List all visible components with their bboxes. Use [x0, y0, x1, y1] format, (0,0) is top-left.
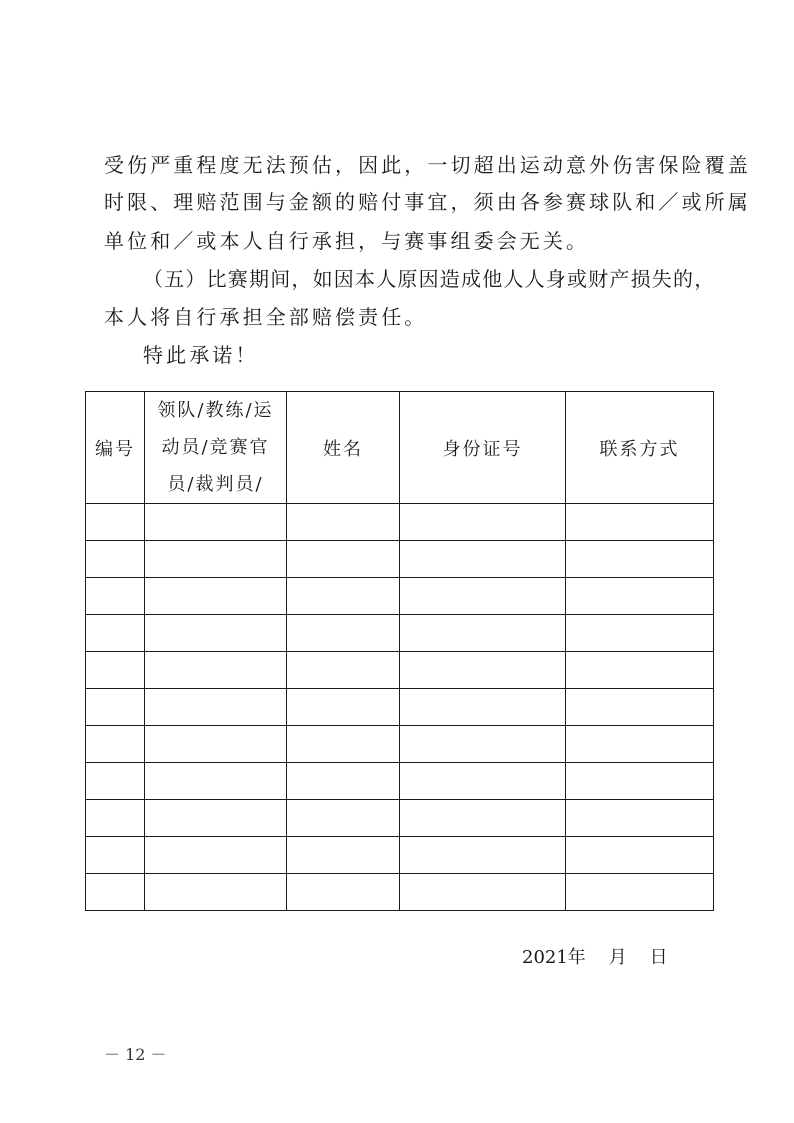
table-cell[interactable] [145, 689, 287, 726]
paragraph-line: 单位和／或本人自行承担，与赛事组委会无关。 [104, 229, 590, 253]
table-cell[interactable] [287, 615, 400, 652]
table-cell[interactable] [86, 541, 145, 578]
table-cell[interactable] [400, 763, 566, 800]
table-cell[interactable] [86, 578, 145, 615]
table-cell[interactable] [86, 800, 145, 837]
table-row [86, 800, 714, 837]
header-role-line: 员/裁判员/ [167, 474, 264, 495]
table-cell[interactable] [400, 726, 566, 763]
table-cell[interactable] [145, 763, 287, 800]
table-cell[interactable] [566, 726, 714, 763]
header-role [145, 392, 287, 504]
table-cell[interactable] [145, 800, 287, 837]
table-cell[interactable] [400, 578, 566, 615]
table-cell[interactable] [145, 578, 287, 615]
table-cell[interactable] [566, 615, 714, 652]
table-row [86, 763, 714, 800]
roster-table [85, 391, 714, 911]
table-cell[interactable] [287, 689, 400, 726]
table-row [86, 837, 714, 874]
table-row [86, 615, 714, 652]
table-cell[interactable] [566, 689, 714, 726]
header-role-line: 动员/竞赛官 [161, 437, 270, 458]
table-row [86, 874, 714, 911]
table-cell[interactable] [287, 800, 400, 837]
signature-date [522, 943, 668, 969]
paragraph-line: （五）比赛期间，如因本人原因造成他人人身或财产损失的， [143, 267, 716, 291]
table-cell[interactable] [287, 578, 400, 615]
table-cell[interactable] [400, 837, 566, 874]
table-cell[interactable] [287, 763, 400, 800]
table-cell[interactable] [86, 615, 145, 652]
header-id-number: 身份证号 [400, 392, 566, 504]
table-cell[interactable] [145, 615, 287, 652]
table-cell[interactable] [287, 837, 400, 874]
table-cell[interactable] [86, 652, 145, 689]
paragraph-line: 本人将自行承担全部赔偿责任。 [104, 305, 428, 329]
table-row [86, 504, 714, 541]
header-name: 姓名 [287, 392, 400, 504]
table-cell[interactable] [287, 726, 400, 763]
table-cell[interactable] [400, 615, 566, 652]
table-cell[interactable] [145, 726, 287, 763]
table-cell[interactable] [86, 504, 145, 541]
table-cell[interactable] [400, 652, 566, 689]
table-cell[interactable] [566, 837, 714, 874]
table-cell[interactable] [566, 504, 714, 541]
table-cell[interactable] [86, 763, 145, 800]
table-cell[interactable] [400, 541, 566, 578]
table-cell[interactable] [145, 874, 287, 911]
table-cell[interactable] [400, 689, 566, 726]
table-cell[interactable] [566, 874, 714, 911]
table-row [86, 541, 714, 578]
table-cell[interactable] [86, 837, 145, 874]
pledge-closing: 特此承诺！ [143, 343, 259, 367]
table-cell[interactable] [86, 689, 145, 726]
table-cell[interactable] [145, 504, 287, 541]
paragraph-line: 受伤严重程度无法预估，因此，一切超出运动意外伤害保险覆盖 [104, 153, 751, 177]
table-cell[interactable] [566, 541, 714, 578]
date-day: 日 [649, 947, 668, 968]
table-row [86, 578, 714, 615]
header-contact: 联系方式 [566, 392, 714, 504]
table-cell[interactable] [145, 837, 287, 874]
table-cell[interactable] [145, 541, 287, 578]
table-cell[interactable] [287, 504, 400, 541]
table-row [86, 726, 714, 763]
table-cell[interactable] [400, 874, 566, 911]
table-cell[interactable] [287, 541, 400, 578]
table-header-row [86, 392, 714, 504]
date-month: 月 [608, 947, 627, 968]
table-cell[interactable] [566, 578, 714, 615]
table-row [86, 689, 714, 726]
table-cell[interactable] [566, 800, 714, 837]
paragraph-line: 时限、理赔范围与金额的赔付事宜，须由各参赛球队和／或所属 [104, 190, 751, 214]
table-cell[interactable] [400, 504, 566, 541]
table-cell[interactable] [400, 800, 566, 837]
page-number: － 12 － [104, 1045, 167, 1064]
table-cell[interactable] [287, 874, 400, 911]
table-row [86, 652, 714, 689]
table-cell[interactable] [145, 652, 287, 689]
table-cell[interactable] [86, 874, 145, 911]
table-cell[interactable] [287, 652, 400, 689]
header-role-line: 领队/教练/运 [157, 400, 274, 421]
table-cell[interactable] [86, 726, 145, 763]
date-year: 2021年 [522, 947, 586, 968]
table-cell[interactable] [566, 652, 714, 689]
header-number: 编号 [86, 392, 145, 504]
table-cell[interactable] [566, 763, 714, 800]
